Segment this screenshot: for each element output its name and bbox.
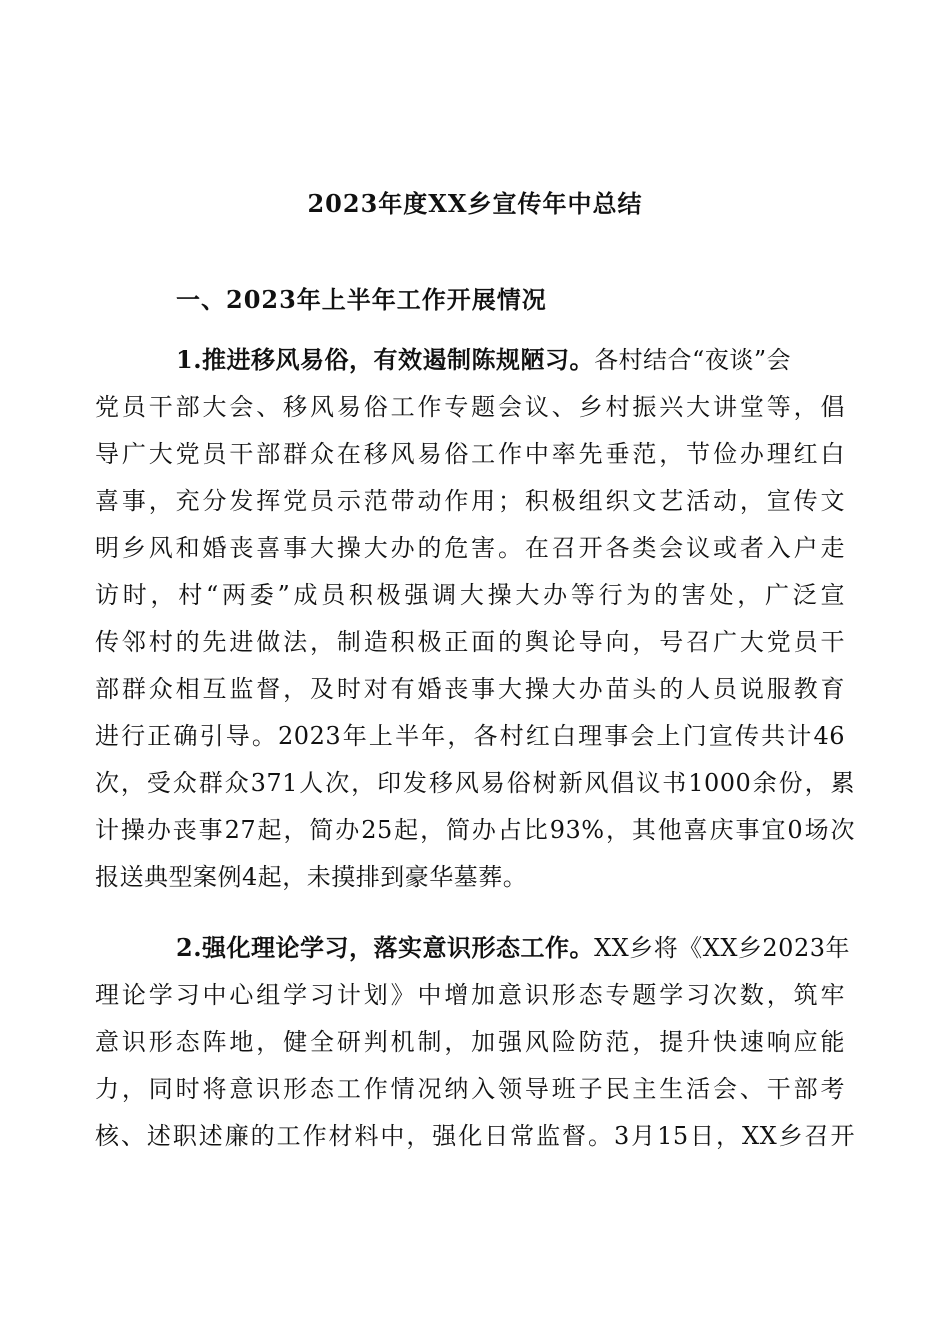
paragraph-1-line: 传邻村的先进做法，制造积极正面的舆论导向，号召广大党员干 [95,628,845,656]
paragraph-1-lead-bold: 1.推进移风易俗，有效遏制陈规陋习。 [176,345,595,374]
paragraph-1-line: 次，受众群众371人次，印发移风易俗树新风倡议书1000余份，累 [95,769,855,797]
paragraph-2-first-line [176,928,850,968]
paragraph-1-last-line: 报送典型案例4起，未摸排到豪华墓葬。 [95,863,528,891]
paragraph-2-line: 意识形态阵地，健全研判机制，加强风险防范，提升快速响应能 [95,1028,845,1056]
paragraph-1-line: 部群众相互监督，及时对有婚丧事大操大办苗头的人员说服教育 [95,675,845,703]
document-title: 2023年度XX乡宣传年中总结 [307,189,643,218]
paragraph-2-line: 力，同时将意识形态工作情况纳入领导班子民主生活会、干部考 [95,1075,845,1103]
paragraph-2-lead-bold: 2.强化理论学习，落实意识形态工作。 [176,933,595,962]
paragraph-2-line: 理论学习中心组学习计划》中增加意识形态专题学习次数，筑牢 [95,981,845,1009]
paragraph-1-line: 进行正确引导。2023年上半年，各村红白理事会上门宣传共计46 [95,722,845,750]
paragraph-1-line: 喜事，充分发挥党员示范带动作用；积极组织文艺活动，宣传文 [95,487,845,515]
section-heading: 一、2023年上半年工作开展情况 [176,285,547,314]
paragraph-1-line: 党员干部大会、移风易俗工作专题会议、乡村振兴大讲堂等，倡 [95,393,845,421]
paragraph-1-line: 明乡风和婚丧喜事大操大办的危害。在召开各类会议或者入户走 [95,534,845,562]
paragraph-1-first-line [176,340,846,380]
paragraph-2-line: 核、述职述廉的工作材料中，强化日常监督。3月15日，XX乡召开 [95,1122,855,1150]
paragraph-2-lead-text: XX乡将《XX乡2023年 [594,934,850,962]
paragraph-1-line: 导广大党员干部群众在移风易俗工作中率先垂范，节俭办理红白 [95,440,845,468]
paragraph-1-lead-text: 各村结合“夜谈”会 [594,346,792,374]
paragraph-1-line: 计操办丧事27起，简办25起，简办占比93%，其他喜庆事宜0场次 [95,816,855,844]
paragraph-1-line: 访时，村“两委”成员积极强调大操大办等行为的害处，广泛宣 [95,581,845,609]
